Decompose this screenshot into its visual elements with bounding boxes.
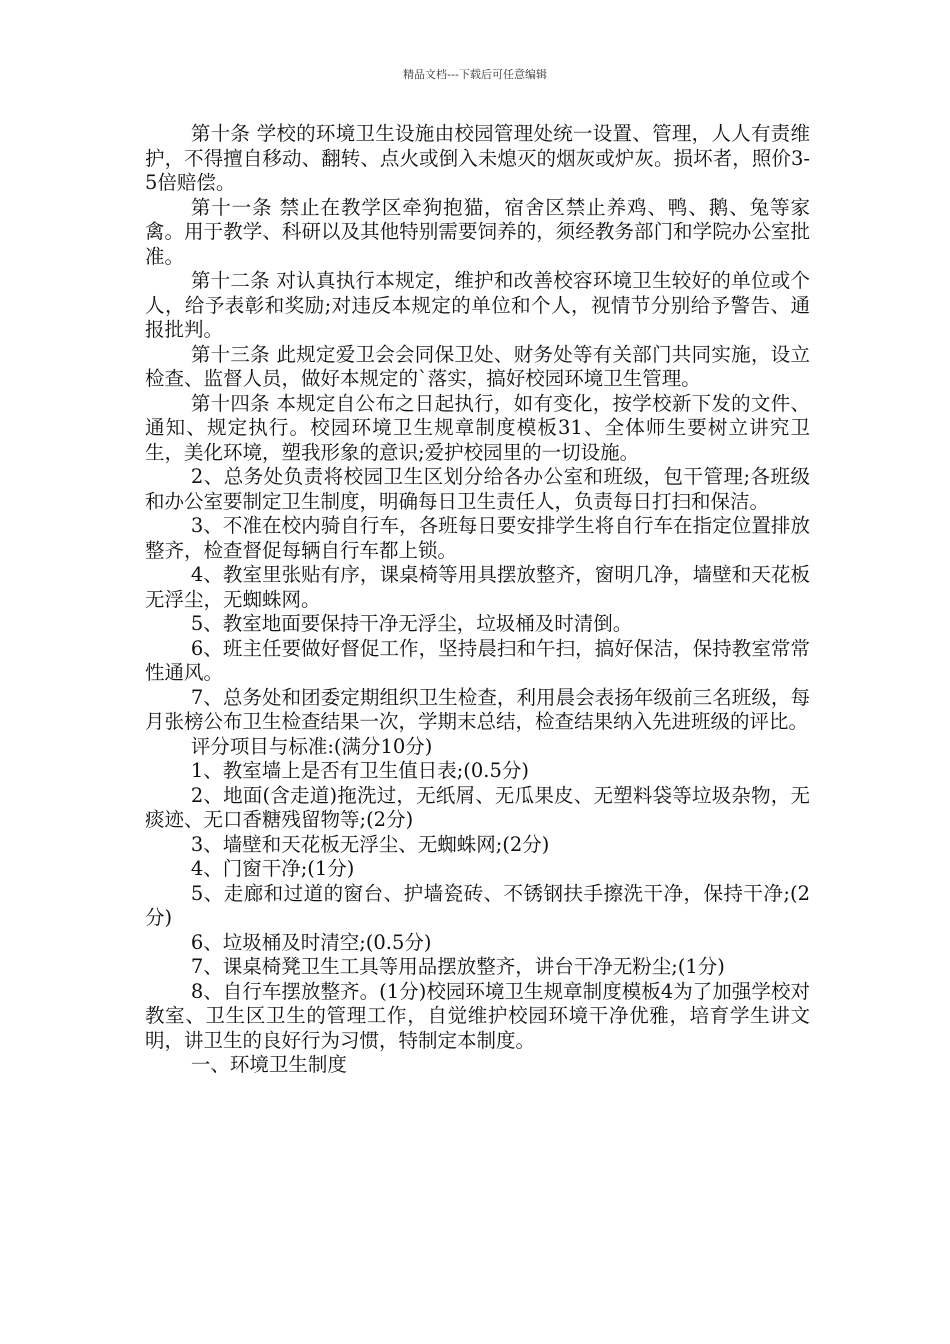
paragraph-score-item-5: 5、走廊和过道的窗台、护墙瓷砖、不锈钢扶手擦洗干净，保持干净;(2分) xyxy=(145,881,810,929)
paragraph-article-14: 第十四条 本规定自公布之日起执行，如有变化，按学校新下发的文件、通知、规定执行。校园环境卫生规章制度模板31、全体师生要树立讲究卫生，美化环境，塑我形象的意识;爱护校园里的一切设施。 xyxy=(145,391,810,464)
paragraph-score-item-3: 3、墙壁和天花板无浮尘、无蜘蛛网;(2分) xyxy=(190,832,550,856)
paragraph-rule-2: 2、总务处负责将校园卫生区划分给各办公室和班级，包干管理;各班级和办公室要制定卫生制度，明确每日卫生责任人，负责每日打扫和保洁。 xyxy=(145,465,810,513)
paragraph-article-10: 第十条 学校的环境卫生设施由校园管理处统一设置、管理，人人有责维护，不得擅自移动、翻转、点火或倒入未熄灭的烟灰或炉灰。损坏者，照价3-5倍赔偿。 xyxy=(145,122,810,194)
paragraph-rule-4: 4、教室里张贴有序，课桌椅等用具摆放整齐，窗明几净，墙壁和天花板无浮尘，无蜘蛛网。 xyxy=(145,563,810,611)
paragraph-rule-7: 7、总务处和团委定期组织卫生检查，利用晨会表扬年级前三名班级，每月张榜公布卫生检查结果一次，学期末总结，检查结果纳入先进班级的评比。 xyxy=(145,685,810,733)
paragraph-article-13: 第十三条 此规定爱卫会会同保卫处、财务处等有关部门共同实施，设立检查、监督人员，做好本规定的`落实，搞好校园环境卫生管理。 xyxy=(145,342,810,390)
paragraph-score-item-2: 2、地面(含走道)拖洗过，无纸屑、无瓜果皮、无塑料袋等垃圾杂物，无痰迹、无口香糖残留物等;(2分) xyxy=(145,783,810,831)
paragraph-rule-5: 5、教室地面要保持干净无浮尘，垃圾桶及时清倒。 xyxy=(190,612,633,635)
paragraph-score-item-7: 7、课桌椅凳卫生工具等用品摆放整齐，讲台干净无粉尘;(1分) xyxy=(190,955,725,978)
paragraph-article-12: 第十二条 对认真执行本规定，维护和改善校容环境卫生较好的单位或个人，给予表彰和奖励;对违反本规定的单位和个人，视情节分别给予警告、通报批判。 xyxy=(145,269,810,341)
section-heading-environment: 一、环境卫生制度 xyxy=(190,1053,347,1076)
paragraph-score-item-4: 4、门窗干净;(1分) xyxy=(190,857,355,880)
paragraph-rule-3: 3、不准在校内骑自行车，各班每日要安排学生将自行车在指定位置排放整齐，检查督促每辆自行车都上锁。 xyxy=(145,514,810,562)
paragraph-score-item-6: 6、垃圾桶及时清空;(0.5分) xyxy=(190,930,432,954)
page-header: 精品文档---下载后可任意编辑 xyxy=(403,68,547,81)
document-body xyxy=(145,122,810,1078)
paragraph-scoring-heading: 评分项目与标准:(满分10分) xyxy=(190,734,433,758)
paragraph-rule-6: 6、班主任要做好督促工作，坚持晨扫和午扫，搞好保洁，保持教室常常性通风。 xyxy=(145,636,810,684)
paragraph-article-11: 第十一条 禁止在教学区牵狗抱猫，宿舍区禁止养鸡、鸭、鹅、兔等家禽。用于教学、科研以及其他特别需要饲养的，须经教务部门和学院办公室批准。 xyxy=(145,195,810,268)
paragraph-score-item-8: 8、自行车摆放整齐。(1分)校园环境卫生规章制度模板4为了加强学校对教室、卫生区卫生的管理工作，自觉维护校园环境干净优雅，培育学生讲文明，讲卫生的良好行为习惯，特制定本制度。 xyxy=(145,979,810,1052)
paragraph-score-item-1: 1、教室墙上是否有卫生值日表;(0.5分) xyxy=(190,759,530,782)
